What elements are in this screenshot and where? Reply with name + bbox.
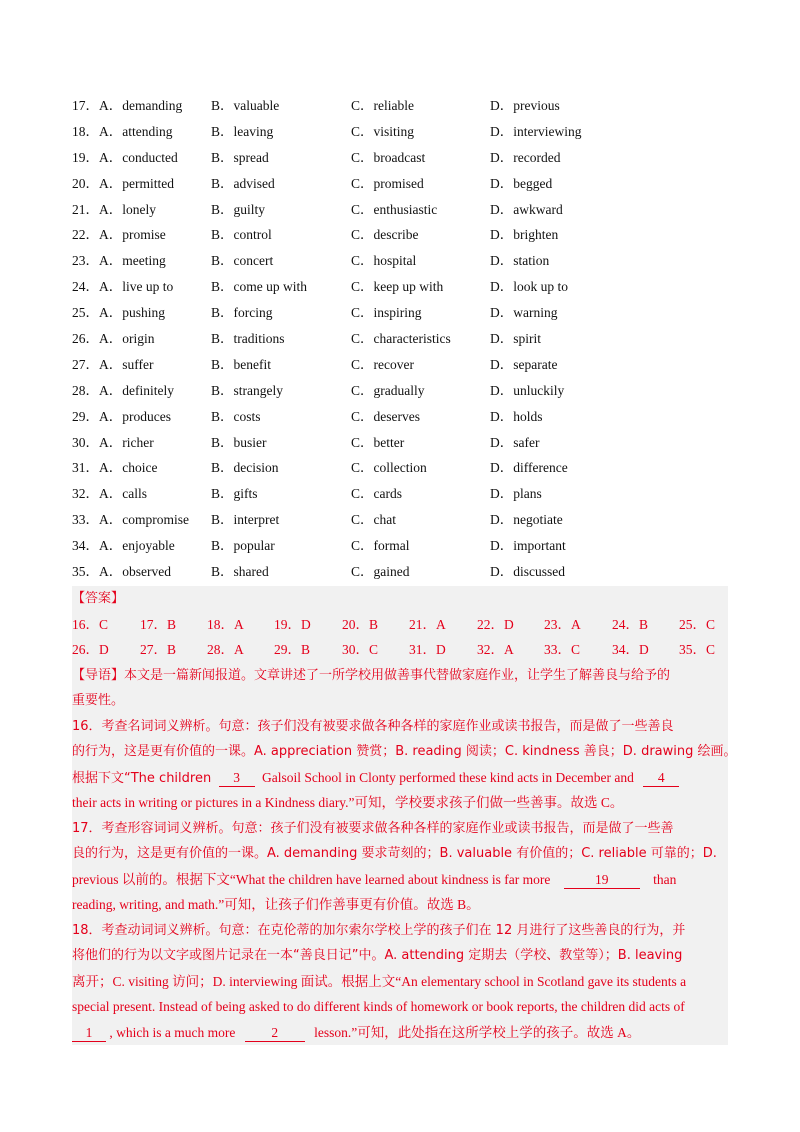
question-row [72, 145, 732, 171]
q17-line-4: reading, writing, and math.”可知，让孩子们作善事更有价值。故选 B。 [72, 897, 480, 912]
option-a [72, 533, 175, 559]
option-a [72, 119, 173, 145]
answer-key-item: 29．B [274, 642, 311, 657]
question-number: 21．A． [72, 201, 123, 217]
option-a-text: enjoyable [122, 538, 175, 554]
option-a [72, 378, 174, 404]
question-number: 30．A． [72, 434, 123, 450]
guide-line-2: 重要性。 [72, 693, 125, 708]
option-a-text: live up to [122, 279, 174, 295]
q17-line-2: 良的行为，这是更有价值的一课。A. demanding 要求苛刻的；B. valuable 有价值的；C. reliable 可靠的；D. [72, 846, 717, 861]
option-a-text: definitely [122, 382, 174, 398]
question-number: 25．A． [72, 305, 123, 321]
q18-line-3: 离开；C. visiting 访问；D. interviewing 面试。根据上文“An elementary school in Scotland gave its students a [72, 973, 687, 989]
option-c: C．describe [351, 227, 419, 243]
question-row [72, 93, 732, 119]
answer-key-item: 34．D [612, 642, 649, 657]
option-b: B．forcing [211, 305, 273, 321]
question-row [72, 119, 732, 145]
option-b: B．control [211, 227, 272, 243]
option-a [72, 145, 178, 171]
option-d: D．negotiate [490, 512, 563, 528]
option-b: B．costs [211, 408, 261, 424]
q17-line-3-end: than [653, 871, 677, 887]
answer-key-item: 17．B [140, 616, 177, 632]
q18-line-5-middle: , which is a much more [109, 1024, 236, 1040]
blank-2: 2 [245, 1025, 305, 1042]
answer-key-row-2 [72, 637, 728, 663]
q18-line-5 [72, 1020, 728, 1046]
option-a [72, 197, 156, 223]
option-a [72, 300, 165, 326]
option-d: D．discussed [490, 564, 565, 580]
question-number: 35．A． [72, 564, 123, 580]
option-c: C．formal [351, 538, 410, 554]
option-a-text: attending [122, 123, 173, 139]
option-d: D．important [490, 538, 566, 554]
option-b: B．advised [211, 175, 275, 191]
answer-key-item: 16．C [72, 616, 109, 632]
q16-line-4: their acts in writing or pictures in a Kindness diary.”可知，学校要求孩子们做一些善事。故选 C。 [72, 795, 624, 810]
q16-line-3-start: 根据下文“The children [72, 770, 212, 786]
question-row [72, 197, 732, 223]
option-d: D．awkward [490, 201, 563, 217]
option-b: B．traditions [211, 331, 285, 347]
question-options-table [72, 93, 732, 585]
option-d: D．unluckily [490, 382, 565, 398]
option-c: C．recover [351, 356, 414, 372]
option-d: D．warning [490, 305, 558, 321]
option-c: C．chat [351, 512, 396, 528]
question-number: 34．A． [72, 538, 123, 554]
answer-key-item: 19．D [274, 616, 311, 632]
question-number: 23．A． [72, 253, 123, 269]
question-number: 26．A． [72, 331, 123, 347]
option-a-text: calls [122, 486, 147, 502]
q18-line-5-end: lesson.”可知，此处指在这所学校上学的孩子。故选 A。 [314, 1024, 641, 1040]
option-a [72, 248, 166, 274]
question-row [72, 455, 732, 481]
question-row [72, 430, 732, 456]
option-c: C．inspiring [351, 305, 422, 321]
option-c: C．gained [351, 564, 410, 580]
answer-key-item: 24．B [612, 616, 649, 632]
blank-4: 4 [643, 770, 679, 787]
answer-key-item: 22．D [477, 616, 514, 632]
option-c: C．keep up with [351, 279, 444, 295]
answer-header: 【答案】 [72, 591, 125, 606]
q18-line-1: 18．考查动词词义辨析。句意：在克伦蒂的加尔索尔学校上学的孩子们在 12 月进行了这些善良的行为，并 [72, 922, 686, 938]
option-a-text: suffer [122, 356, 154, 372]
option-a-text: promise [122, 227, 166, 243]
option-c: C．reliable [351, 98, 414, 113]
question-number: 29．A． [72, 408, 123, 424]
option-a-text: observed [122, 564, 171, 580]
answer-key-item: 25．C [679, 616, 716, 632]
option-a [72, 430, 154, 456]
question-row [72, 300, 732, 326]
question-number: 24．A． [72, 279, 123, 295]
q17-line-3-start: previous 以前的。根据下文“What the children have learned about kindness is far more [72, 871, 551, 887]
q18-line-4: special present. Instead of being asked to do different kinds of homework or book reports, the children did acts of [72, 999, 685, 1014]
question-row [72, 352, 732, 378]
answer-key-item: 27．B [140, 642, 177, 657]
question-row [72, 378, 732, 404]
question-number: 27．A． [72, 356, 123, 372]
question-number: 33．A． [72, 512, 123, 528]
option-a [72, 507, 189, 533]
option-a-text: richer [122, 434, 154, 450]
blank-3: 3 [219, 770, 255, 787]
option-a [72, 404, 171, 430]
option-d: D．spirit [490, 331, 542, 347]
option-d: D．difference [490, 460, 568, 476]
q16-line-3-middle: Galsoil School in Clonty performed these kind acts in December and [261, 769, 634, 785]
option-a-text: origin [122, 331, 155, 347]
option-b: B．popular [211, 538, 275, 554]
option-b: B．interpret [211, 512, 280, 528]
answer-key-row-1 [72, 612, 728, 638]
question-number: 32．A． [72, 486, 123, 502]
answer-key-item: 35．C [679, 642, 716, 657]
option-d: D．separate [490, 356, 558, 372]
question-row [72, 222, 732, 248]
answer-key-item: 18．A [207, 616, 244, 632]
option-c: C．cards [351, 486, 402, 502]
option-a [72, 274, 173, 300]
answer-key-item: 30．C [342, 642, 379, 657]
option-b: B．decision [211, 460, 279, 476]
option-d: D．look up to [490, 279, 569, 295]
option-b: B．concert [211, 253, 274, 269]
question-number: 22．A． [72, 227, 123, 243]
option-d: D．plans [490, 486, 542, 502]
answer-key-item: 26．D [72, 642, 109, 657]
option-a [72, 326, 155, 352]
option-a-text: conducted [122, 149, 178, 165]
question-number: 28．A． [72, 382, 123, 398]
option-a-text: meeting [122, 253, 166, 269]
option-b: B．benefit [211, 356, 271, 372]
question-row [72, 481, 732, 507]
question-number: 19．A． [72, 149, 123, 165]
option-a [72, 93, 182, 119]
option-b: B．guilty [211, 201, 266, 217]
question-row [72, 326, 732, 352]
answer-explanation-block [72, 586, 737, 1045]
question-row [72, 171, 732, 197]
option-a-text: compromise [122, 512, 189, 528]
answer-key-item: 20．B [342, 616, 379, 632]
option-c: C．gradually [351, 382, 425, 398]
q17-line-1: 17．考查形容词词义辨析。句意：孩子们没有被要求做各种各样的家庭作业或读书报告，而是做了一些善 [72, 820, 674, 836]
option-a-text: permitted [122, 175, 174, 191]
option-b: B．shared [211, 564, 269, 580]
option-c: C．visiting [351, 123, 415, 139]
option-a [72, 455, 157, 481]
option-c: C．deserves [351, 408, 420, 424]
option-a [72, 171, 174, 197]
answer-key-item: 28．A [207, 642, 244, 657]
question-row [72, 559, 732, 585]
option-a-text: pushing [122, 305, 166, 321]
q16-line-1: 16．考查名词词义辨析。句意：孩子们没有被要求做各种各样的家庭作业或读书报告，而是做了一些善良 [72, 718, 674, 734]
blank-19: 19 [564, 872, 640, 889]
option-d: D．holds [490, 408, 543, 424]
option-b: B．come up with [211, 279, 307, 295]
option-a-text: lonely [122, 201, 156, 217]
answer-key-item: 31．D [409, 642, 446, 657]
option-c: C．enthusiastic [351, 201, 438, 217]
option-a [72, 222, 166, 248]
option-d: D．begged [490, 175, 553, 191]
option-d: D．previous [490, 98, 560, 113]
option-a-text: choice [122, 460, 158, 476]
option-d: D．station [490, 253, 550, 269]
option-a [72, 481, 147, 507]
option-a-text: demanding [122, 98, 183, 113]
option-c: C．promised [351, 175, 424, 191]
question-number: 17．A． [72, 98, 123, 113]
option-b: B．leaving [211, 123, 274, 139]
option-b: B．spread [211, 149, 269, 165]
option-c: C．hospital [351, 253, 417, 269]
option-b: B．strangely [211, 382, 283, 398]
question-number: 18．A． [72, 123, 123, 139]
option-d: D．brighten [490, 227, 559, 243]
answer-key-item: 23．A [544, 616, 581, 632]
question-row [72, 274, 732, 300]
guide-line-1: 【导语】本文是一篇新闻报道。文章讲述了一所学校用做善事代替做家庭作业，让学生了解善良与给予的 [72, 667, 671, 683]
answer-key-item: 33．C [544, 642, 581, 657]
q17-line-3 [72, 867, 728, 893]
option-c: C．characteristics [351, 331, 451, 347]
option-b: B．gifts [211, 486, 258, 502]
option-c: C．better [351, 434, 405, 450]
option-b: B．busier [211, 434, 267, 450]
question-row [72, 533, 732, 559]
question-row [72, 248, 732, 274]
q16-line-3 [72, 765, 728, 791]
answer-key-item: 21．A [409, 616, 446, 632]
option-c: C．collection [351, 460, 427, 476]
option-d: D．interviewing [490, 123, 582, 139]
option-a-text: produces [122, 408, 171, 424]
option-a [72, 559, 171, 585]
blank-1: 1 [72, 1025, 106, 1042]
q18-line-2: 将他们的行为以文字或图片记录在一本“善良日记”中。A. attending 定期去（学校、教堂等）；B. leaving [72, 948, 683, 963]
question-number: 31．A． [72, 460, 123, 476]
option-a [72, 352, 154, 378]
answer-key-item: 32．A [477, 642, 514, 657]
q16-line-2: 的行为，这是更有价值的一课。A. appreciation 赞赏；B. reading 阅读；C. kindness 善良；D. drawing 绘画。 [72, 744, 737, 759]
question-row [72, 507, 732, 533]
question-number: 20．A． [72, 175, 123, 191]
option-d: D．recorded [490, 149, 561, 165]
question-row [72, 404, 732, 430]
option-c: C．broadcast [351, 149, 426, 165]
option-d: D．safer [490, 434, 540, 450]
option-b: B．valuable [211, 98, 280, 113]
